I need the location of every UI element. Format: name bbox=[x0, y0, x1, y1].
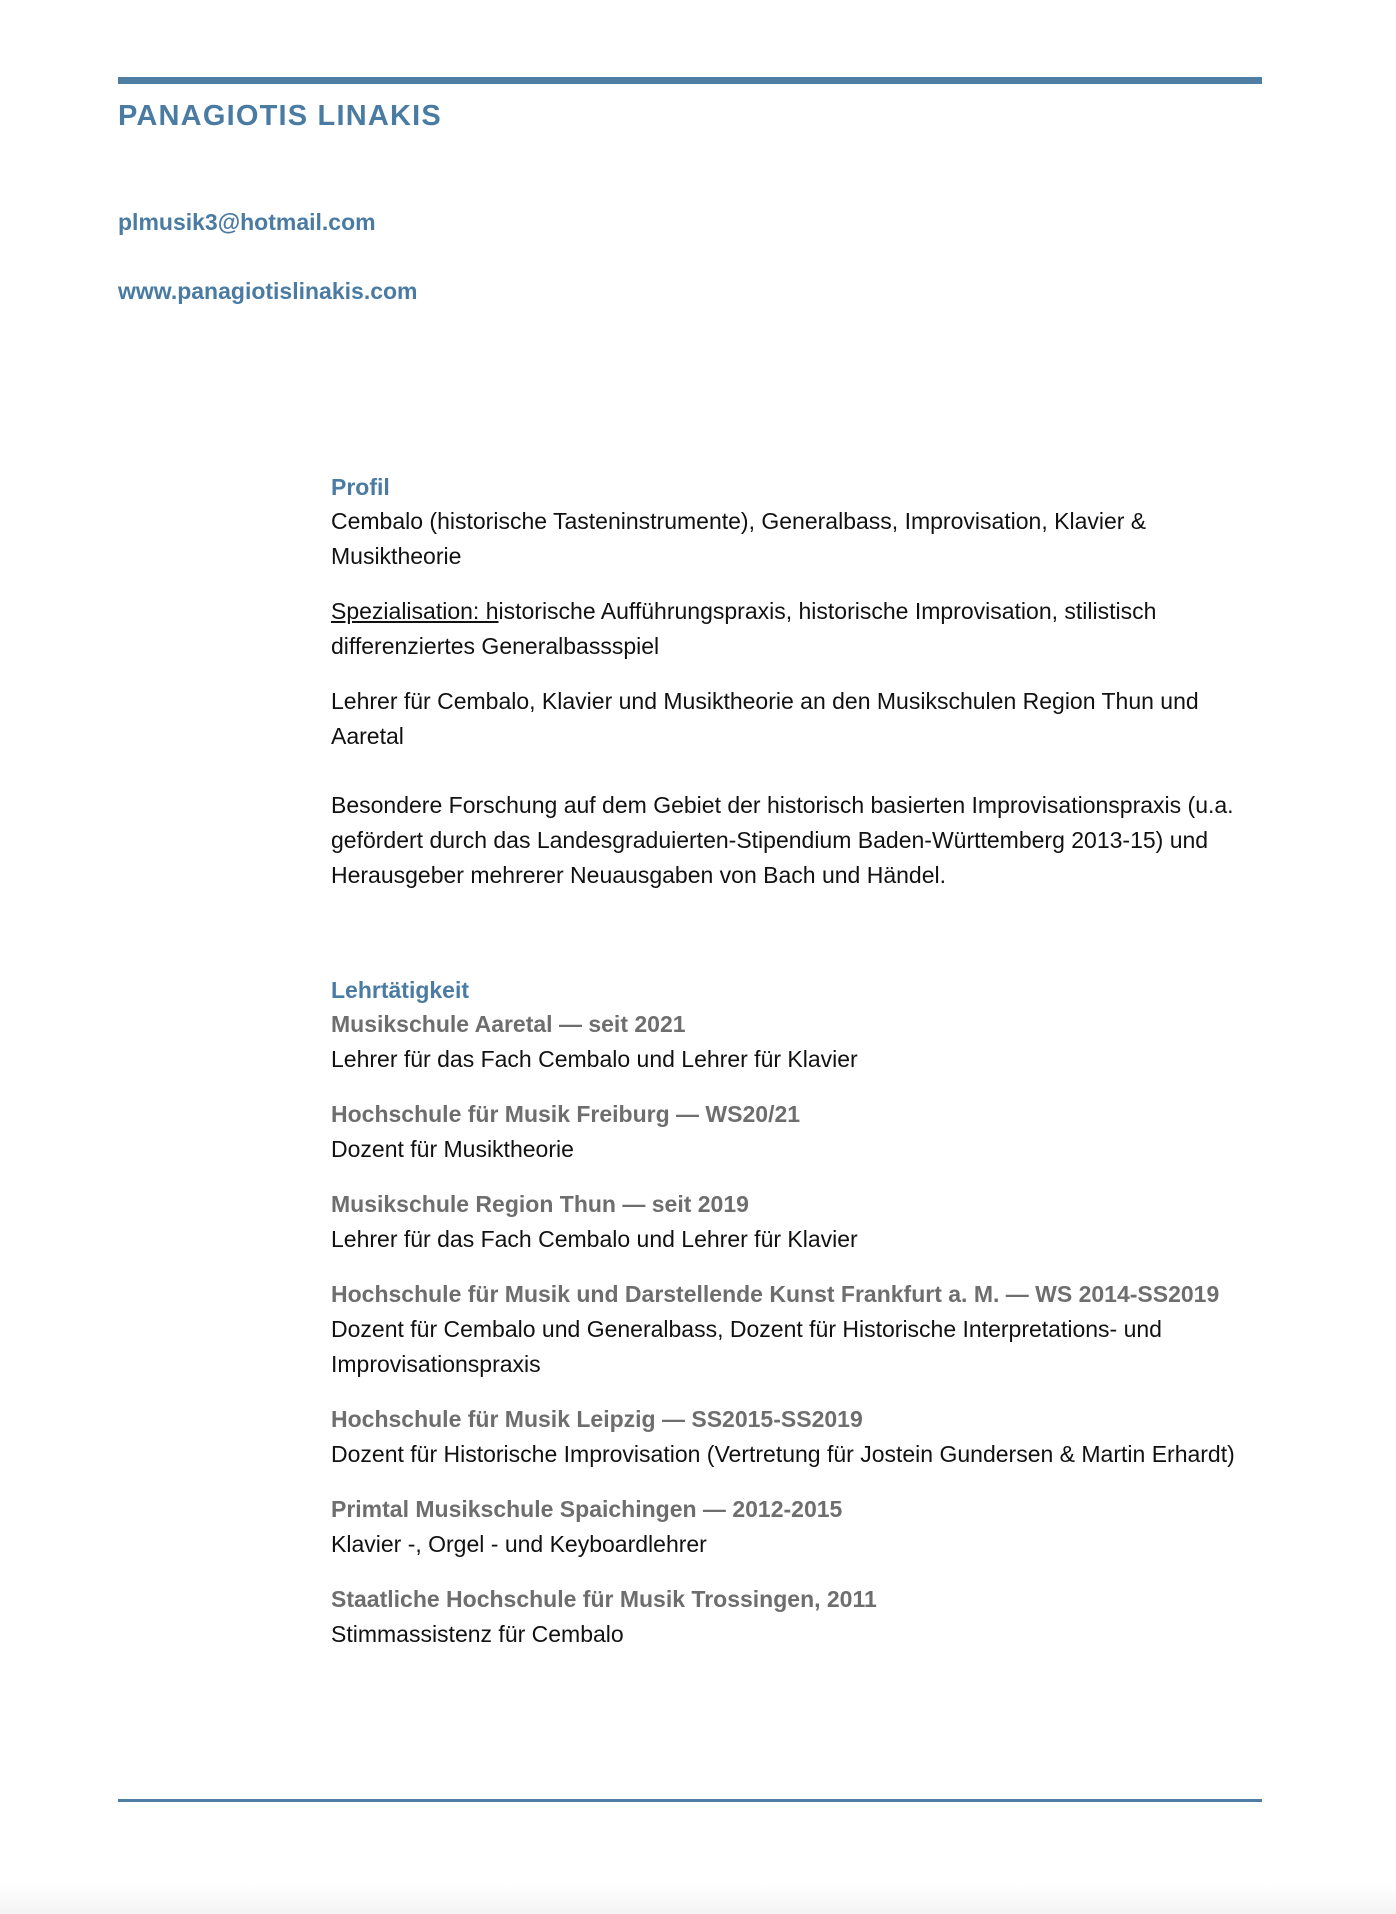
person-name: PANAGIOTIS LINAKIS bbox=[118, 100, 442, 132]
job-description: Klavier -, Orgel - und Keyboardlehrer bbox=[331, 1531, 707, 1557]
job-entry bbox=[331, 1097, 1261, 1167]
job-description: Lehrer für das Fach Cembalo und Lehrer für Klavier bbox=[331, 1226, 858, 1252]
job-heading: Primtal Musikschule Spaichingen — 2012-2015 bbox=[331, 1496, 843, 1522]
email-link[interactable]: plmusik3@hotmail.com bbox=[118, 209, 376, 235]
profil-teacher: Lehrer für Cembalo, Klavier und Musiktheorie an den Musikschulen Region Thun und Aaretal bbox=[331, 688, 1199, 749]
profil-spezialisation bbox=[331, 594, 1261, 664]
job-entry bbox=[331, 1492, 1261, 1562]
profil-instruments: Cembalo (historische Tasteninstrumente), Generalbass, Improvisation, Klavier & Musiktheorie bbox=[331, 508, 1147, 569]
job-heading: Staatliche Hochschule für Musik Trossingen, 2011 bbox=[331, 1586, 877, 1612]
profil-heading: Profil bbox=[331, 474, 390, 500]
spezialisation-text: istorische Aufführungspraxis, historische Improvisation, stilistisch differenziertes Generalbassspiel bbox=[331, 598, 1157, 659]
job-entry bbox=[331, 1402, 1261, 1472]
job-entry bbox=[331, 1007, 1261, 1077]
job-description: Dozent für Musiktheorie bbox=[331, 1136, 574, 1162]
profil-research: Besondere Forschung auf dem Gebiet der historisch basierten Improvisationspraxis (u.a. gefördert durch das Landesgraduierten-Stipendium Baden-Württemberg 2013-15) und Herausgeber mehrerer Neuausgaben von Bach und Händel. bbox=[331, 792, 1234, 888]
job-heading: Musikschule Aaretal — seit 2021 bbox=[331, 1011, 686, 1037]
lehrtaetigkeit-section bbox=[331, 973, 1261, 1652]
job-description: Stimmassistenz für Cembalo bbox=[331, 1621, 624, 1647]
job-heading: Hochschule für Musik Freiburg — WS20/21 bbox=[331, 1101, 801, 1127]
bottom-divider bbox=[118, 1799, 1262, 1802]
profil-section bbox=[331, 470, 1261, 893]
job-entry bbox=[331, 1582, 1261, 1652]
job-entry bbox=[331, 1277, 1261, 1382]
job-heading: Hochschule für Musik und Darstellende Kunst Frankfurt a. M. — WS 2014-SS2019 bbox=[331, 1281, 1220, 1307]
job-description: Dozent für Historische Improvisation (Vertretung für Jostein Gundersen & Martin Erhardt) bbox=[331, 1441, 1235, 1467]
lehrtaetigkeit-heading: Lehrtätigkeit bbox=[331, 977, 470, 1003]
main-content bbox=[331, 470, 1261, 1652]
job-description: Lehrer für das Fach Cembalo und Lehrer für Klavier bbox=[331, 1046, 858, 1072]
job-heading: Musikschule Region Thun — seit 2019 bbox=[331, 1191, 749, 1217]
job-entry bbox=[331, 1187, 1261, 1257]
top-divider bbox=[118, 77, 1262, 84]
job-description: Dozent für Cembalo und Generalbass, Dozent für Historische Interpretations- und Improvisationspraxis bbox=[331, 1316, 1162, 1377]
job-heading: Hochschule für Musik Leipzig — SS2015-SS2019 bbox=[331, 1406, 863, 1432]
spezialisation-label: Spezialisation: h bbox=[331, 598, 499, 624]
website-link[interactable]: www.panagiotislinakis.com bbox=[118, 278, 418, 304]
page-bottom-edge bbox=[0, 1884, 1396, 1914]
